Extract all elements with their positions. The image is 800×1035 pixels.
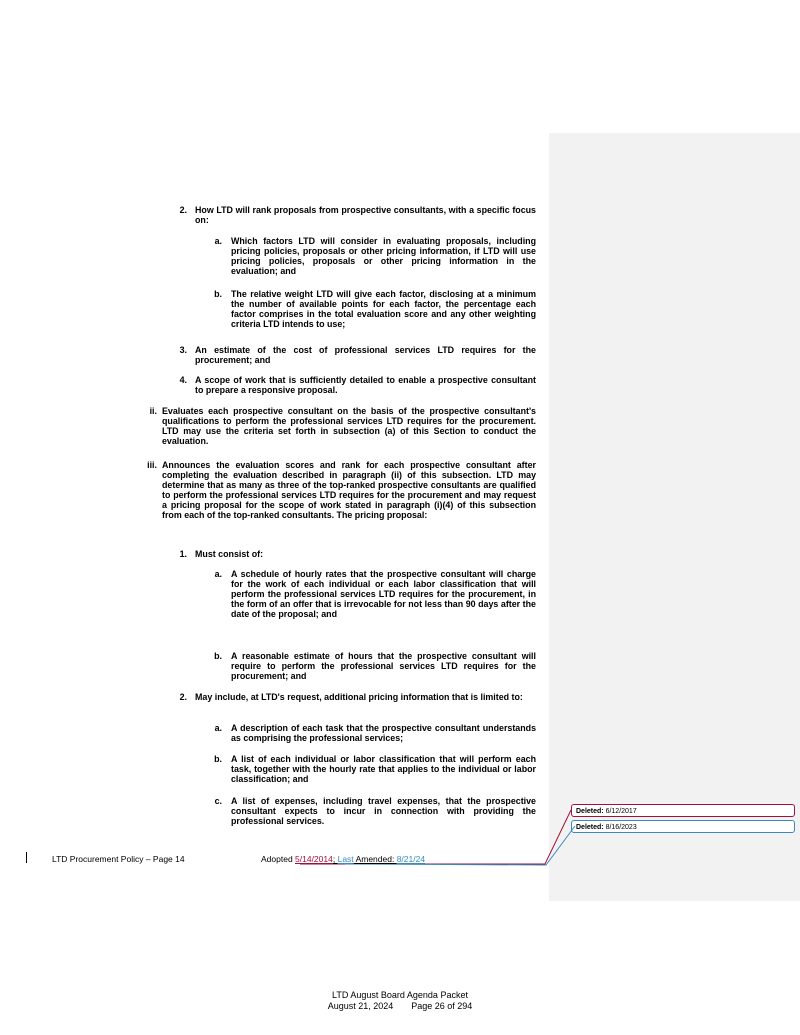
list-number: 4. (179, 375, 187, 385)
list-item: Announces the evaluation scores and rank for each prospective consultant after completing the evaluation described in paragraph (ii) of this subsection. LTD may determine that as many as three of the top-ranked prospective consultants are qualified to perform the professional services LTD requires for the procurement and may request a pricing proposal for the scope of work stated in paragraph (i)(4) of this subsection from each of the top-ranked consultants. The pricing proposal: (162, 460, 536, 520)
list-item: A list of each individual or labor classification that will perform each task, together with the hourly rate that applies to the individual or labor classification; and (231, 754, 536, 784)
comment-label: Deleted: (576, 824, 604, 831)
list-roman: iii. (147, 460, 157, 470)
list-item: How LTD will rank proposals from prospective consultants, with a specific focus on: (195, 205, 536, 225)
list-item: May include, at LTD's request, additional pricing information that is limited to: (195, 692, 523, 702)
list-letter: b. (214, 289, 222, 299)
list-roman: ii. (149, 406, 157, 416)
adopted-label: Adopted (261, 854, 296, 864)
adopted-date: 5/14/2014 (295, 854, 333, 864)
list-letter: a. (214, 723, 222, 733)
list-item: A scope of work that is sufficiently detailed to enable a prospective consultant to prepare a responsive proposal. (195, 375, 536, 395)
list-item: A reasonable estimate of hours that the prospective consultant will require to perform the professional services LTD requires for the procurement; and (231, 651, 536, 681)
list-item: A list of expenses, including travel expenses, that the prospective consultant expects to incur in connection with providing the professional services. (231, 796, 536, 826)
list-item: Evaluates each prospective consultant on the basis of the prospective consultant's qualifications to perform the professional services LTD requires for the procurement. LTD may use the criteria set forth in subsection (a) of this Section to conduct the evaluation. (162, 406, 536, 446)
list-letter: b. (214, 754, 222, 764)
change-bar (26, 852, 27, 863)
amended-date: 8/21/24 (396, 854, 426, 864)
packet-date-page (0, 1001, 800, 1012)
comment-label: Deleted: (576, 808, 604, 815)
last-label: Last (337, 854, 354, 864)
list-item: Must consist of: (195, 549, 264, 559)
comment-value: 8/16/2023 (605, 824, 637, 831)
list-number: 1. (179, 549, 187, 559)
footer-adoption-line (261, 854, 425, 864)
list-letter: c. (214, 796, 222, 806)
packet-footer (0, 990, 800, 1012)
list-item: An estimate of the cost of professional services LTD requires for the procurement; and (195, 345, 536, 365)
list-letter: a. (214, 569, 222, 579)
amended-label: Amended: (353, 854, 397, 864)
list-number: 2. (179, 205, 187, 215)
list-letter: b. (214, 651, 222, 661)
footer-title: LTD Procurement Policy – Page 14 (52, 854, 185, 864)
packet-title: LTD August Board Agenda Packet (332, 990, 468, 1000)
list-letter: a. (214, 236, 222, 246)
list-number: 3. (179, 345, 187, 355)
list-item: A schedule of hourly rates that the prospective consultant will charge for the work of each individual or each labor classification that will perform the professional services LTD requires for the procurement, in the form of an offer that is irrevocable for not less than 90 days after the date of the proposal; and (231, 569, 536, 619)
comment-value: 6/12/2017 (605, 808, 637, 815)
packet-date: August 21, 2024 (327, 1001, 394, 1011)
list-item: The relative weight LTD will give each factor, disclosing at a minimum the number of available points for each factor, the percentage each factor comprises in the total evaluation score and any other weighting criteria LTD intends to use; (231, 289, 536, 329)
footer-separator: ; (332, 854, 338, 864)
list-number: 2. (179, 692, 187, 702)
packet-page-number: Page 26 of 294 (411, 1001, 473, 1011)
list-item: Which factors LTD will consider in evaluating proposals, including pricing policies, proposals or other pricing information, if LTD will use pricing policies, proposals or other pricing information in the evaluation; and (231, 236, 536, 276)
list-item: A description of each task that the prospective consultant understands as comprising the professional services; (231, 723, 536, 743)
